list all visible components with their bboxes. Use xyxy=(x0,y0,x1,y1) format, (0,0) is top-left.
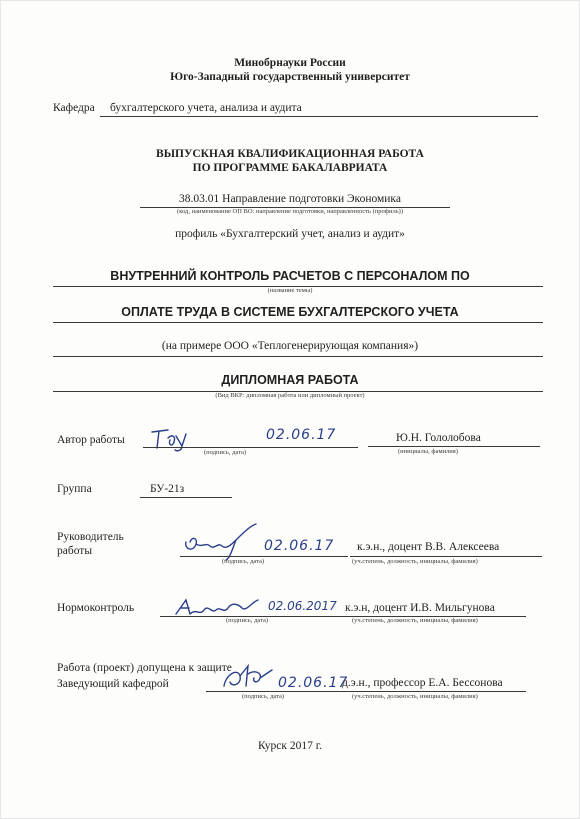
author-name: Ю.Н. Гололобова xyxy=(396,432,481,444)
head-sig-caption: (подпись, дата) xyxy=(242,693,285,700)
author-signature xyxy=(148,424,196,454)
vkr-caption: (Вид ВКР: дипломная работа или дипломный проект) xyxy=(215,392,365,399)
supervisor-name-caption: (уч.степень, должность, инициалы, фамилия) xyxy=(352,558,478,565)
department-label: Кафедра xyxy=(53,102,95,114)
direction-value: 38.03.01 Направление подготовки Экономика xyxy=(179,193,401,205)
supervisor-sig-underline xyxy=(180,556,348,557)
group-underline xyxy=(140,497,232,498)
head-of-department-signature xyxy=(218,660,278,694)
head-name-caption: (уч.степень, должность, инициалы, фамилия) xyxy=(352,693,478,700)
author-sig-caption: (подпись, дата) xyxy=(204,449,247,456)
university-name: Юго-Западный государственный университет xyxy=(170,71,410,83)
vkr-type: ДИПЛОМНАЯ РАБОТА xyxy=(221,373,359,387)
group-label: Группа xyxy=(57,483,92,495)
normcontrol-name-caption: (уч.степень, должность, инициалы, фамилия) xyxy=(352,617,478,624)
topic-line3: (на примере ООО «Теплогенерирующая компания») xyxy=(161,340,419,352)
head-of-department-date: 02.06.17 xyxy=(278,675,349,691)
normcontrol-name: к.э.н, доцент И.В. Мильгунова xyxy=(345,602,495,614)
normcontrol-date: 02.06.2017 xyxy=(268,599,337,613)
department-value: бухгалтерского учета, анализа и аудита xyxy=(110,102,302,114)
author-sig-underline xyxy=(143,447,358,448)
head-sig-underline xyxy=(206,691,344,692)
head-of-department-name: д.э.н., профессор Е.А. Бессонова xyxy=(342,677,503,689)
supervisor-name-underline xyxy=(350,556,542,557)
city-year: Курск 2017 г. xyxy=(257,740,323,752)
topic-underline3 xyxy=(53,356,543,357)
author-date: 02.06.17 xyxy=(266,427,337,443)
supervisor-label2: работы xyxy=(57,545,93,557)
ministry-name: Минобрнауки России xyxy=(234,57,346,69)
work-type-line1: ВЫПУСКНАЯ КВАЛИФИКАЦИОННАЯ РАБОТА xyxy=(156,148,424,160)
supervisor-sig-caption: (подпись, дата) xyxy=(222,558,265,565)
department-underline xyxy=(100,116,538,117)
topic-line1: ВНУТРЕННИЙ КОНТРОЛЬ РАСЧЕТОВ С ПЕРСОНАЛОМ ПО xyxy=(110,269,470,283)
work-type-line2: ПО ПРОГРАММЕ БАКАЛАВРИАТА xyxy=(192,162,388,174)
author-label: Автор работы xyxy=(57,434,125,446)
supervisor-name: к.э.н., доцент В.В. Алексеева xyxy=(357,541,500,553)
direction-caption: (код, наименование ОП ВО: направление подготовки, направленность (профиль)) xyxy=(177,208,403,215)
topic-line2: ОПЛАТЕ ТРУДА В СИСТЕМЕ БУХГАЛТЕРСКОГО УЧЕТА xyxy=(121,305,459,319)
supervisor-label1: Руководитель xyxy=(57,531,124,543)
head-name-underline xyxy=(340,691,526,692)
profile-value: профиль «Бухгалтерский учет, анализ и аудит» xyxy=(175,228,405,240)
normcontrol-label: Нормоконтроль xyxy=(57,602,135,614)
topic-caption: (название темы) xyxy=(267,287,313,294)
topic-underline2 xyxy=(53,322,543,323)
admission-line: Работа (проект) допущена к защите xyxy=(57,662,232,674)
normcontrol-sig-caption: (подпись, дата) xyxy=(226,617,269,624)
supervisor-date: 02.06.17 xyxy=(264,538,335,554)
group-value: БУ-21з xyxy=(150,483,185,495)
head-of-department-label: Заведующий кафедрой xyxy=(57,678,169,690)
author-name-caption: (инициалы, фамилия) xyxy=(398,448,458,455)
author-name-underline xyxy=(368,446,540,447)
